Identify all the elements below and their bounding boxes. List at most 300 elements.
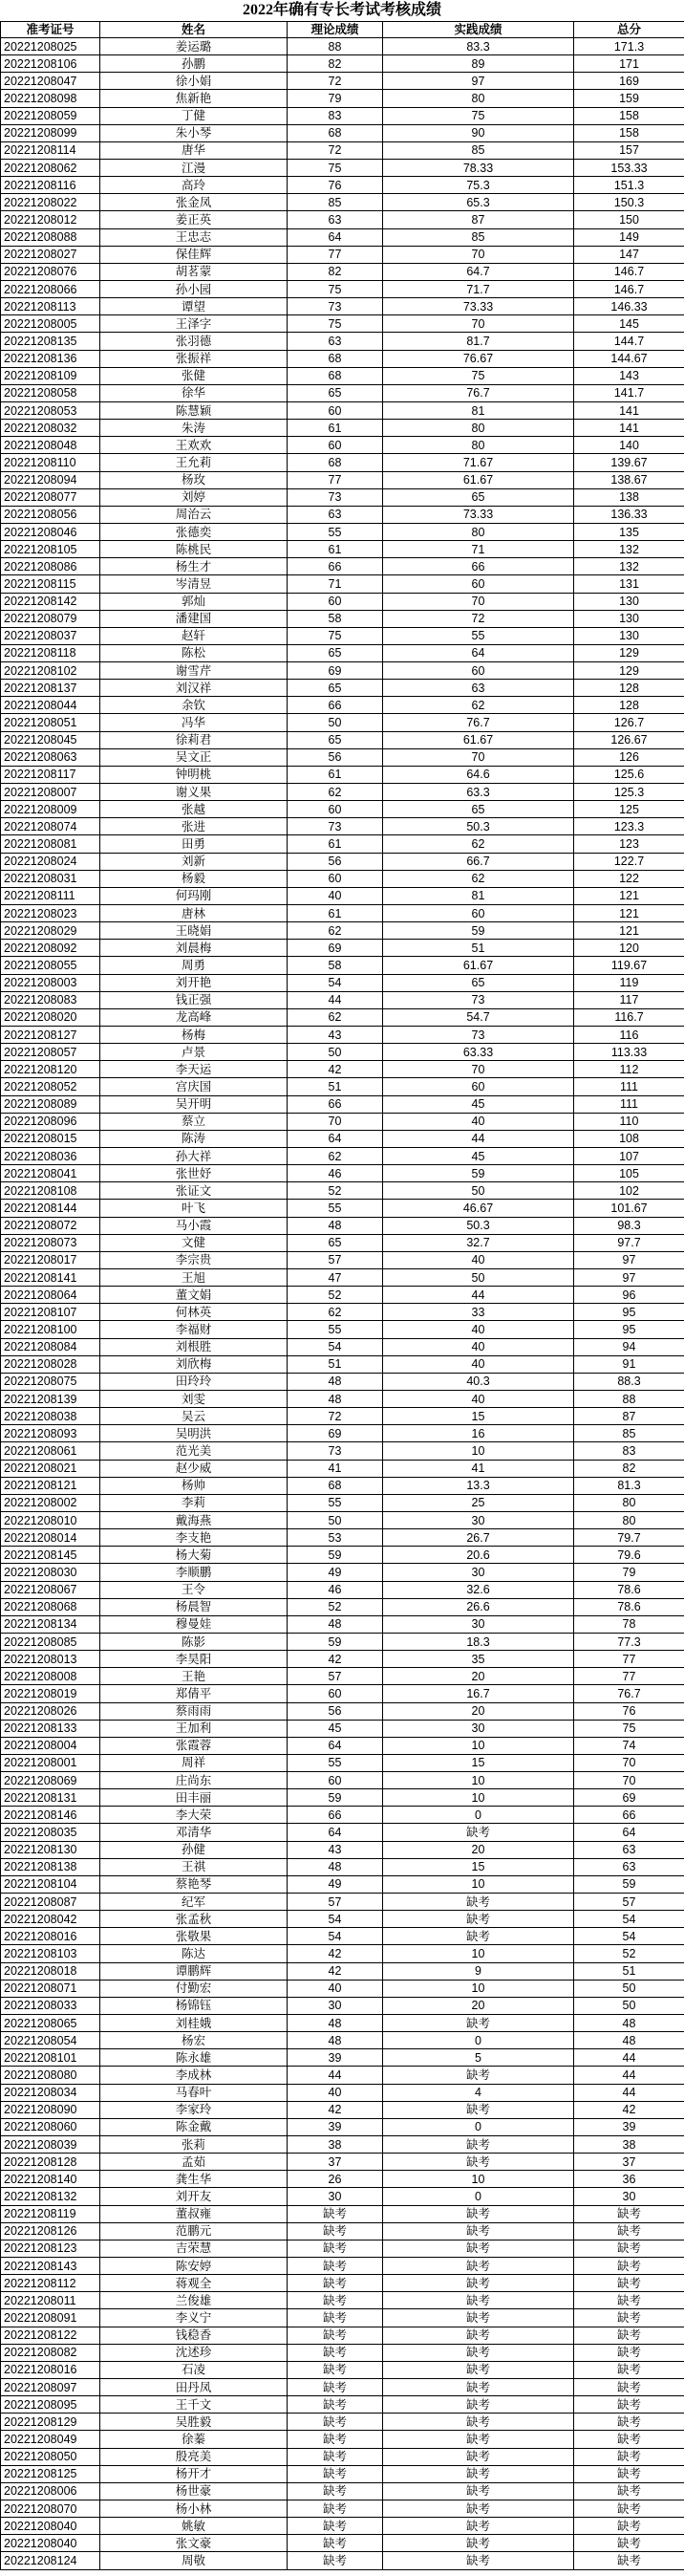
cell-practice-score: 5 — [383, 2049, 574, 2067]
cell-practice-score: 20.6 — [383, 1547, 574, 1564]
cell-practice-score: 10 — [383, 1772, 574, 1789]
cell-theory-score: 54 — [288, 974, 383, 991]
cell-exam-id: 20221208104 — [1, 1875, 100, 1893]
cell-name: 谭鹏辉 — [100, 1962, 288, 1980]
table-row — [1, 1911, 684, 1928]
cell-practice-score: 33 — [383, 1304, 574, 1321]
cell-name: 刘根胜 — [100, 1338, 288, 1355]
cell-exam-id: 20221208125 — [1, 2465, 100, 2482]
cell-name: 张敬果 — [100, 1928, 288, 1945]
cell-exam-id: 20221208083 — [1, 991, 100, 1008]
cell-name: 刘新 — [100, 853, 288, 870]
cell-name: 李顺鹏 — [100, 1564, 288, 1581]
cell-total-score: 95 — [574, 1304, 684, 1321]
cell-total-score: 130 — [574, 610, 684, 627]
cell-practice-score: 65.3 — [383, 194, 574, 211]
cell-name: 吴开明 — [100, 1095, 288, 1113]
cell-practice-score: 63 — [383, 680, 574, 697]
cell-practice-score: 81 — [383, 401, 574, 419]
cell-name: 刘汉祥 — [100, 680, 288, 697]
table-row — [1, 2171, 684, 2188]
cell-practice-score: 70 — [383, 315, 574, 333]
cell-practice-score: 85 — [383, 228, 574, 246]
cell-exam-id: 20221208141 — [1, 1268, 100, 1286]
cell-name: 庄尚东 — [100, 1772, 288, 1789]
table-row — [1, 1008, 684, 1026]
cell-total-score: 111 — [574, 1095, 684, 1113]
column-header-total-score: 总分 — [574, 22, 684, 38]
cell-theory-score: 73 — [288, 488, 383, 506]
cell-exam-id: 20221208079 — [1, 610, 100, 627]
cell-total-score: 缺考 — [574, 2240, 684, 2257]
cell-name: 陈安婷 — [100, 2258, 288, 2275]
cell-practice-score: 缺考 — [383, 1894, 574, 1911]
cell-practice-score: 71 — [383, 541, 574, 558]
cell-name: 刘开友 — [100, 2188, 288, 2205]
cell-exam-id: 20221208040 — [1, 2535, 100, 2552]
cell-theory-score: 77 — [288, 471, 383, 488]
cell-practice-score: 89 — [383, 55, 574, 73]
cell-practice-score: 62 — [383, 835, 574, 853]
table-row — [1, 940, 684, 957]
cell-exam-id: 20221208103 — [1, 1945, 100, 1962]
cell-practice-score: 缺考 — [383, 2535, 574, 2552]
cell-name: 张孟秋 — [100, 1911, 288, 1928]
cell-practice-score: 缺考 — [383, 2448, 574, 2465]
cell-exam-id: 20221208059 — [1, 107, 100, 124]
cell-exam-id: 20221208001 — [1, 1754, 100, 1771]
cell-name: 陈达 — [100, 1945, 288, 1962]
table-row — [1, 1511, 684, 1528]
cell-exam-id: 20221208137 — [1, 680, 100, 697]
cell-practice-score: 70 — [383, 246, 574, 263]
cell-theory-score: 65 — [288, 644, 383, 661]
cell-exam-id: 20221208061 — [1, 1442, 100, 1460]
cell-name: 马小霞 — [100, 1217, 288, 1234]
cell-name: 吴云 — [100, 1408, 288, 1425]
cell-practice-score: 73.33 — [383, 298, 574, 315]
cell-theory-score: 64 — [288, 1824, 383, 1841]
table-row — [1, 644, 684, 661]
cell-theory-score: 73 — [288, 1442, 383, 1460]
cell-name: 陈永雄 — [100, 2049, 288, 2067]
cell-exam-id: 20221208084 — [1, 1338, 100, 1355]
table-row — [1, 401, 684, 419]
cell-theory-score: 68 — [288, 350, 383, 367]
cell-theory-score: 57 — [288, 1251, 383, 1268]
cell-exam-id: 20221208045 — [1, 731, 100, 748]
table-row — [1, 141, 684, 159]
cell-theory-score: 缺考 — [288, 2258, 383, 2275]
cell-theory-score: 39 — [288, 2118, 383, 2135]
cell-exam-id: 20221208055 — [1, 957, 100, 974]
cell-total-score: 76 — [574, 1702, 684, 1720]
cell-practice-score: 10 — [383, 2171, 574, 2188]
table-row — [1, 1875, 684, 1893]
table-row — [1, 420, 684, 437]
cell-total-score: 缺考 — [574, 2414, 684, 2431]
cell-practice-score: 缺考 — [383, 2518, 574, 2535]
cell-practice-score: 缺考 — [383, 2292, 574, 2309]
cell-name: 王忠志 — [100, 228, 288, 246]
table-row — [1, 731, 684, 748]
cell-total-score: 144.7 — [574, 333, 684, 350]
cell-theory-score: 缺考 — [288, 2500, 383, 2517]
table-row — [1, 1685, 684, 1702]
cell-practice-score: 4 — [383, 2084, 574, 2101]
cell-exam-id: 20221208086 — [1, 558, 100, 575]
table-body — [1, 38, 684, 2570]
cell-theory-score: 缺考 — [288, 2431, 383, 2448]
cell-name: 徐蓁 — [100, 2431, 288, 2448]
cell-name: 李大荣 — [100, 1807, 288, 1824]
cell-total-score: 169 — [574, 73, 684, 90]
table-row — [1, 593, 684, 610]
cell-total-score: 97.7 — [574, 1234, 684, 1251]
cell-theory-score: 缺考 — [288, 2465, 383, 2482]
cell-practice-score: 80 — [383, 437, 574, 454]
cell-exam-id: 20221208096 — [1, 1113, 100, 1130]
cell-exam-id: 20221208085 — [1, 1633, 100, 1650]
cell-total-score: 97 — [574, 1251, 684, 1268]
cell-exam-id: 20221208074 — [1, 818, 100, 835]
cell-exam-id: 20221208060 — [1, 2118, 100, 2135]
table-row — [1, 2101, 684, 2118]
cell-theory-score: 60 — [288, 870, 383, 887]
cell-name: 龚生华 — [100, 2171, 288, 2188]
table-row — [1, 714, 684, 731]
cell-practice-score: 缺考 — [383, 1824, 574, 1841]
column-header-name: 姓名 — [100, 22, 288, 38]
table-row — [1, 2500, 684, 2517]
cell-practice-score: 62 — [383, 870, 574, 887]
cell-practice-score: 50.3 — [383, 818, 574, 835]
cell-exam-id: 20221208129 — [1, 2414, 100, 2431]
cell-total-score: 101.67 — [574, 1200, 684, 1217]
cell-exam-id: 20221208062 — [1, 159, 100, 176]
cell-total-score: 146.33 — [574, 298, 684, 315]
cell-exam-id: 20221208122 — [1, 2327, 100, 2344]
cell-name: 保佳辉 — [100, 246, 288, 263]
cell-name: 岑清昱 — [100, 575, 288, 593]
cell-name: 周治云 — [100, 506, 288, 523]
cell-practice-score: 60 — [383, 1078, 574, 1095]
cell-total-score: 110 — [574, 1113, 684, 1130]
cell-theory-score: 55 — [288, 1321, 383, 1338]
cell-total-score: 130 — [574, 627, 684, 644]
cell-name: 孙大祥 — [100, 1148, 288, 1165]
cell-exam-id: 20221208146 — [1, 1807, 100, 1824]
cell-practice-score: 70 — [383, 748, 574, 766]
cell-total-score: 缺考 — [574, 2535, 684, 2552]
cell-practice-score: 65 — [383, 488, 574, 506]
cell-practice-score: 缺考 — [383, 2327, 574, 2344]
cell-name: 范鹏元 — [100, 2222, 288, 2240]
cell-theory-score: 61 — [288, 541, 383, 558]
cell-theory-score: 64 — [288, 1130, 383, 1147]
cell-name: 赵少威 — [100, 1460, 288, 1477]
cell-practice-score: 16.7 — [383, 1685, 574, 1702]
cell-exam-id: 20221208035 — [1, 1824, 100, 1841]
cell-practice-score: 50.3 — [383, 1217, 574, 1234]
table-row — [1, 177, 684, 194]
cell-theory-score: 48 — [288, 1390, 383, 1407]
cell-total-score: 151.3 — [574, 177, 684, 194]
cell-practice-score: 20 — [383, 1841, 574, 1858]
table-row — [1, 1165, 684, 1182]
cell-total-score: 105 — [574, 1165, 684, 1182]
cell-name: 刘晨梅 — [100, 940, 288, 957]
cell-practice-score: 缺考 — [383, 1928, 574, 1945]
cell-name: 何玛刚 — [100, 887, 288, 904]
cell-exam-id: 20221208013 — [1, 1651, 100, 1668]
cell-name: 邓清华 — [100, 1824, 288, 1841]
cell-total-score: 48 — [574, 2032, 684, 2049]
cell-theory-score: 69 — [288, 940, 383, 957]
cell-theory-score: 55 — [288, 1754, 383, 1771]
cell-practice-score: 26.7 — [383, 1529, 574, 1547]
cell-theory-score: 40 — [288, 2084, 383, 2101]
table-row — [1, 1668, 684, 1685]
table-header — [1, 22, 684, 38]
cell-name: 田玲玲 — [100, 1373, 288, 1390]
table-row — [1, 124, 684, 141]
cell-exam-id: 20221208008 — [1, 1668, 100, 1685]
cell-exam-id: 20221208018 — [1, 1962, 100, 1980]
cell-total-score: 158 — [574, 124, 684, 141]
cell-theory-score: 50 — [288, 1044, 383, 1061]
cell-practice-score: 0 — [383, 2032, 574, 2049]
table-row — [1, 194, 684, 211]
cell-name: 郭灿 — [100, 593, 288, 610]
cell-total-score: 102 — [574, 1182, 684, 1200]
cell-exam-id: 20221208017 — [1, 1251, 100, 1268]
cell-total-score: 123 — [574, 835, 684, 853]
cell-name: 文健 — [100, 1234, 288, 1251]
cell-theory-score: 59 — [288, 1633, 383, 1650]
cell-theory-score: 68 — [288, 367, 383, 384]
cell-total-score: 111 — [574, 1078, 684, 1095]
table-row — [1, 1615, 684, 1633]
cell-practice-score: 90 — [383, 124, 574, 141]
cell-name: 李天运 — [100, 1061, 288, 1078]
table-row — [1, 1390, 684, 1407]
cell-practice-score: 40 — [383, 1390, 574, 1407]
cell-name: 张进 — [100, 818, 288, 835]
cell-name: 王晓娟 — [100, 922, 288, 940]
table-row — [1, 1841, 684, 1858]
cell-exam-id: 20221208094 — [1, 471, 100, 488]
cell-exam-id: 20221208066 — [1, 280, 100, 297]
table-row — [1, 1789, 684, 1807]
cell-practice-score: 9 — [383, 1962, 574, 1980]
cell-theory-score: 58 — [288, 957, 383, 974]
cell-theory-score: 缺考 — [288, 2240, 383, 2257]
cell-theory-score: 57 — [288, 1894, 383, 1911]
cell-theory-score: 54 — [288, 1338, 383, 1355]
cell-total-score: 50 — [574, 1980, 684, 1997]
cell-exam-id: 20221208131 — [1, 1789, 100, 1807]
table-row — [1, 1061, 684, 1078]
cell-theory-score: 57 — [288, 1668, 383, 1685]
cell-exam-id: 20221208134 — [1, 1615, 100, 1633]
cell-name: 胡茗蒙 — [100, 263, 288, 280]
cell-total-score: 126.67 — [574, 731, 684, 748]
cell-total-score: 缺考 — [574, 2344, 684, 2361]
cell-practice-score: 87 — [383, 211, 574, 228]
cell-practice-score: 缺考 — [383, 2482, 574, 2500]
header-row — [1, 22, 684, 38]
cell-practice-score: 76.7 — [383, 714, 574, 731]
cell-total-score: 122.7 — [574, 853, 684, 870]
cell-exam-id: 20221208023 — [1, 905, 100, 922]
table-row — [1, 2396, 684, 2414]
cell-practice-score: 73.33 — [383, 506, 574, 523]
cell-practice-score: 15 — [383, 1754, 574, 1771]
cell-name: 沈述珍 — [100, 2344, 288, 2361]
cell-practice-score: 20 — [383, 1702, 574, 1720]
cell-total-score: 119 — [574, 974, 684, 991]
table-row — [1, 2015, 684, 2032]
cell-name: 李家玲 — [100, 2101, 288, 2118]
cell-exam-id: 20221208110 — [1, 454, 100, 471]
cell-exam-id: 20221208144 — [1, 1200, 100, 1217]
cell-exam-id: 20221208089 — [1, 1095, 100, 1113]
cell-total-score: 77 — [574, 1668, 684, 1685]
cell-theory-score: 55 — [288, 523, 383, 540]
cell-name: 陈金戴 — [100, 2118, 288, 2135]
cell-name: 张羽德 — [100, 333, 288, 350]
cell-exam-id: 20221208049 — [1, 2431, 100, 2448]
table-row — [1, 1754, 684, 1771]
table-row — [1, 835, 684, 853]
cell-theory-score: 88 — [288, 38, 383, 55]
cell-name: 陈松 — [100, 644, 288, 661]
table-row — [1, 2240, 684, 2257]
cell-total-score: 79.6 — [574, 1547, 684, 1564]
cell-exam-id: 20221208126 — [1, 2222, 100, 2240]
table-row — [1, 211, 684, 228]
table-row — [1, 315, 684, 333]
cell-practice-score: 54.7 — [383, 1008, 574, 1026]
cell-theory-score: 51 — [288, 1355, 383, 1373]
cell-name: 赵轩 — [100, 627, 288, 644]
cell-exam-id: 20221208009 — [1, 801, 100, 818]
cell-exam-id: 20221208075 — [1, 1373, 100, 1390]
table-row — [1, 575, 684, 593]
cell-exam-id: 20221208010 — [1, 1511, 100, 1528]
cell-total-score: 91 — [574, 1355, 684, 1373]
cell-theory-score: 56 — [288, 748, 383, 766]
table-row — [1, 1287, 684, 1304]
cell-name: 刘桂娥 — [100, 2015, 288, 2032]
cell-total-score: 缺考 — [574, 2309, 684, 2327]
table-row — [1, 384, 684, 401]
cell-exam-id: 20221208101 — [1, 2049, 100, 2067]
cell-practice-score: 65 — [383, 974, 574, 991]
cell-practice-score: 25 — [383, 1494, 574, 1511]
cell-name: 张健 — [100, 367, 288, 384]
cell-practice-score: 40 — [383, 1338, 574, 1355]
table-row — [1, 1338, 684, 1355]
cell-practice-score: 75.3 — [383, 177, 574, 194]
table-row — [1, 2067, 684, 2084]
cell-practice-score: 20 — [383, 1997, 574, 2014]
cell-total-score: 125 — [574, 801, 684, 818]
cell-theory-score: 61 — [288, 766, 383, 783]
cell-practice-score: 50 — [383, 1182, 574, 1200]
cell-practice-score: 55 — [383, 627, 574, 644]
cell-exam-id: 20221208106 — [1, 55, 100, 73]
cell-theory-score: 66 — [288, 1807, 383, 1824]
table-row — [1, 1581, 684, 1598]
table-row — [1, 1997, 684, 2014]
table-row — [1, 627, 684, 644]
cell-name: 陈桃民 — [100, 541, 288, 558]
cell-practice-score: 76.67 — [383, 350, 574, 367]
cell-exam-id: 20221208143 — [1, 2258, 100, 2275]
table-row — [1, 2049, 684, 2067]
cell-name: 李支艳 — [100, 1529, 288, 1547]
table-row — [1, 1148, 684, 1165]
page-title: 2022年确有专长考试考核成绩 — [242, 2, 441, 18]
cell-name: 张霞蓉 — [100, 1737, 288, 1754]
cell-name: 叶飞 — [100, 1200, 288, 1217]
cell-theory-score: 46 — [288, 1581, 383, 1598]
cell-practice-score: 66.7 — [383, 853, 574, 870]
cell-name: 丁健 — [100, 107, 288, 124]
cell-total-score: 缺考 — [574, 2482, 684, 2500]
cell-exam-id: 20221208142 — [1, 593, 100, 610]
cell-practice-score: 62 — [383, 697, 574, 714]
cell-theory-score: 66 — [288, 558, 383, 575]
cell-theory-score: 61 — [288, 420, 383, 437]
cell-theory-score: 69 — [288, 1425, 383, 1442]
cell-practice-score: 30 — [383, 1511, 574, 1528]
table-row — [1, 1494, 684, 1511]
cell-practice-score: 10 — [383, 1980, 574, 1997]
cell-practice-score: 80 — [383, 523, 574, 540]
cell-practice-score: 缺考 — [383, 2067, 574, 2084]
cell-total-score: 57 — [574, 1894, 684, 1911]
cell-exam-id: 20221208081 — [1, 835, 100, 853]
table-row — [1, 748, 684, 766]
cell-name: 杨开才 — [100, 2465, 288, 2482]
cell-total-score: 缺考 — [574, 2292, 684, 2309]
cell-theory-score: 62 — [288, 1148, 383, 1165]
cell-exam-id: 20221208093 — [1, 1425, 100, 1442]
cell-total-score: 82 — [574, 1460, 684, 1477]
cell-practice-score: 18.3 — [383, 1633, 574, 1650]
cell-total-score: 缺考 — [574, 2258, 684, 2275]
table-row — [1, 610, 684, 627]
table-row — [1, 280, 684, 297]
cell-theory-score: 40 — [288, 887, 383, 904]
cell-practice-score: 缺考 — [383, 2101, 574, 2118]
cell-theory-score: 缺考 — [288, 2448, 383, 2465]
cell-exam-id: 20221208109 — [1, 367, 100, 384]
cell-theory-score: 52 — [288, 1598, 383, 1615]
cell-name: 王千文 — [100, 2396, 288, 2414]
cell-theory-score: 52 — [288, 1182, 383, 1200]
table-row — [1, 2032, 684, 2049]
cell-practice-score: 40.3 — [383, 1373, 574, 1390]
table-row — [1, 2552, 684, 2569]
cell-theory-score: 68 — [288, 1477, 383, 1494]
cell-name: 纪军 — [100, 1894, 288, 1911]
cell-total-score: 66 — [574, 1807, 684, 1824]
cell-practice-score: 缺考 — [383, 2309, 574, 2327]
